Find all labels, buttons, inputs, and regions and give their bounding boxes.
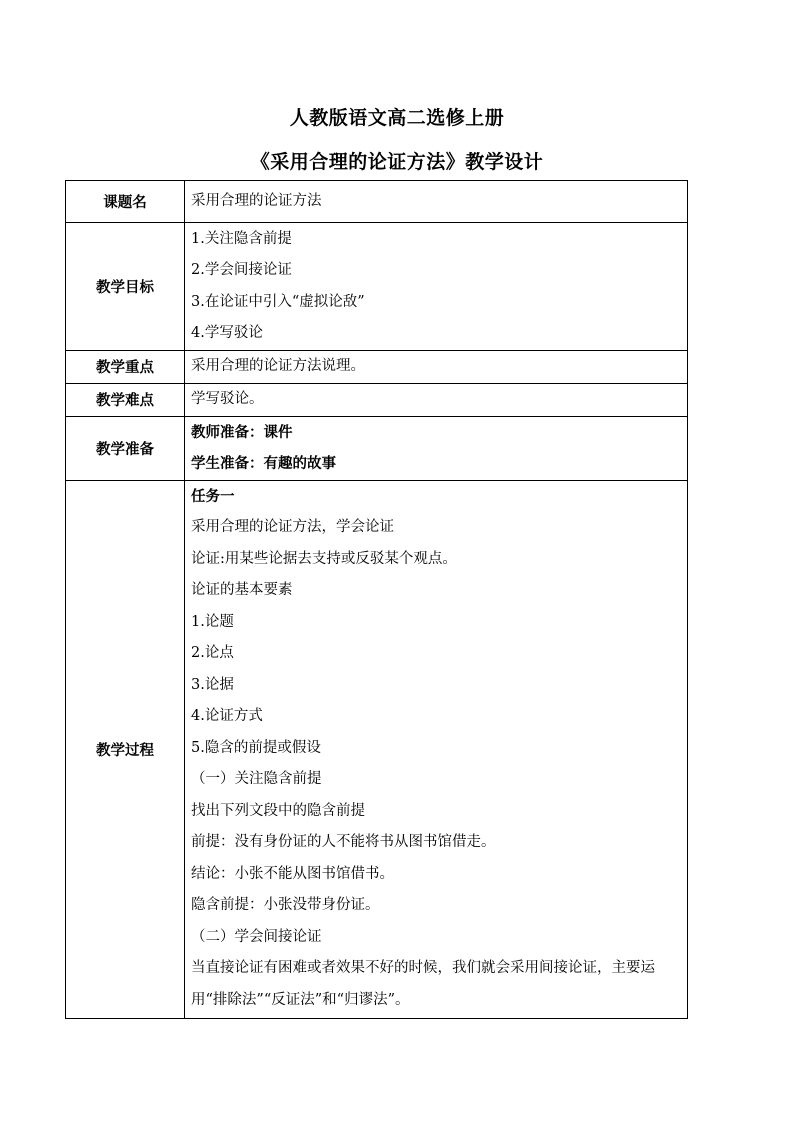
focus-value: 采用合理的论证方法说理。 [185,351,688,384]
process-line: 5.隐含的前提或假设 [191,739,321,756]
preparation-label: 教学准备 [66,416,185,480]
topic-value: 采用合理的论证方法 [185,181,688,223]
table-row-process [66,480,688,1019]
table-row-topic [66,181,688,223]
table-row-preparation [66,416,688,480]
process-label: 教学过程 [66,480,185,1019]
section-heading: （二）学会间接论证 [191,928,322,945]
table-row-focus [66,351,688,384]
student-preparation: 学生准备：有趣的故事 [191,455,336,472]
goals-list [185,223,688,351]
process-line: 3.论据 [191,676,234,693]
focus-label: 教学重点 [66,351,185,384]
table-row-difficulty [66,383,688,416]
goal-item: 2.学会间接论证 [191,262,292,278]
document-title: 人教版语文高二选修上册 [289,107,505,129]
difficulty-label: 教学难点 [66,383,185,416]
teacher-preparation: 教师准备：课件 [191,423,293,441]
process-line: 4.论证方式 [191,708,263,724]
process-line: 前提：没有身份证的人不能将书从图书馆借走。 [191,834,496,850]
process-line: 找出下列文段中的隐含前提 [191,802,365,819]
topic-label: 课题名 [66,181,185,223]
process-line: 采用合理的论证方法，学会论证 [191,519,394,535]
process-paragraph: 当直接论证有困难或者效果不好的时候，我们就会采用间接论证，主要运用“排除法”“反证法”和“归谬法”。 [191,960,655,1008]
lesson-plan-table [65,180,688,1019]
preparation-content [185,416,688,480]
process-content [185,480,688,1019]
task-heading: 任务一 [191,487,235,505]
section-heading: （一）关注隐含前提 [191,771,322,787]
goal-item: 4.学写驳论 [191,325,263,341]
process-line: 论证:用某些论据去支持或反驳某个观点。 [191,550,457,567]
process-line: 论证的基本要素 [191,582,293,598]
document-subtitle: 《采用合理的论证方法》教学设计 [250,151,544,173]
process-line: 结论：小张不能从图书馆借书。 [191,865,394,882]
process-line: 1.论题 [191,613,234,630]
goal-item: 1.关注隐含前提 [191,230,292,247]
goals-label: 教学目标 [66,223,185,351]
process-line: 隐含前提：小张没带身份证。 [191,897,380,913]
difficulty-value: 学写驳论。 [185,383,688,416]
goal-item: 3.在论证中引入“虚拟论敌” [191,293,365,310]
table-row-goals [66,223,688,351]
process-line: 2.论点 [191,645,234,661]
